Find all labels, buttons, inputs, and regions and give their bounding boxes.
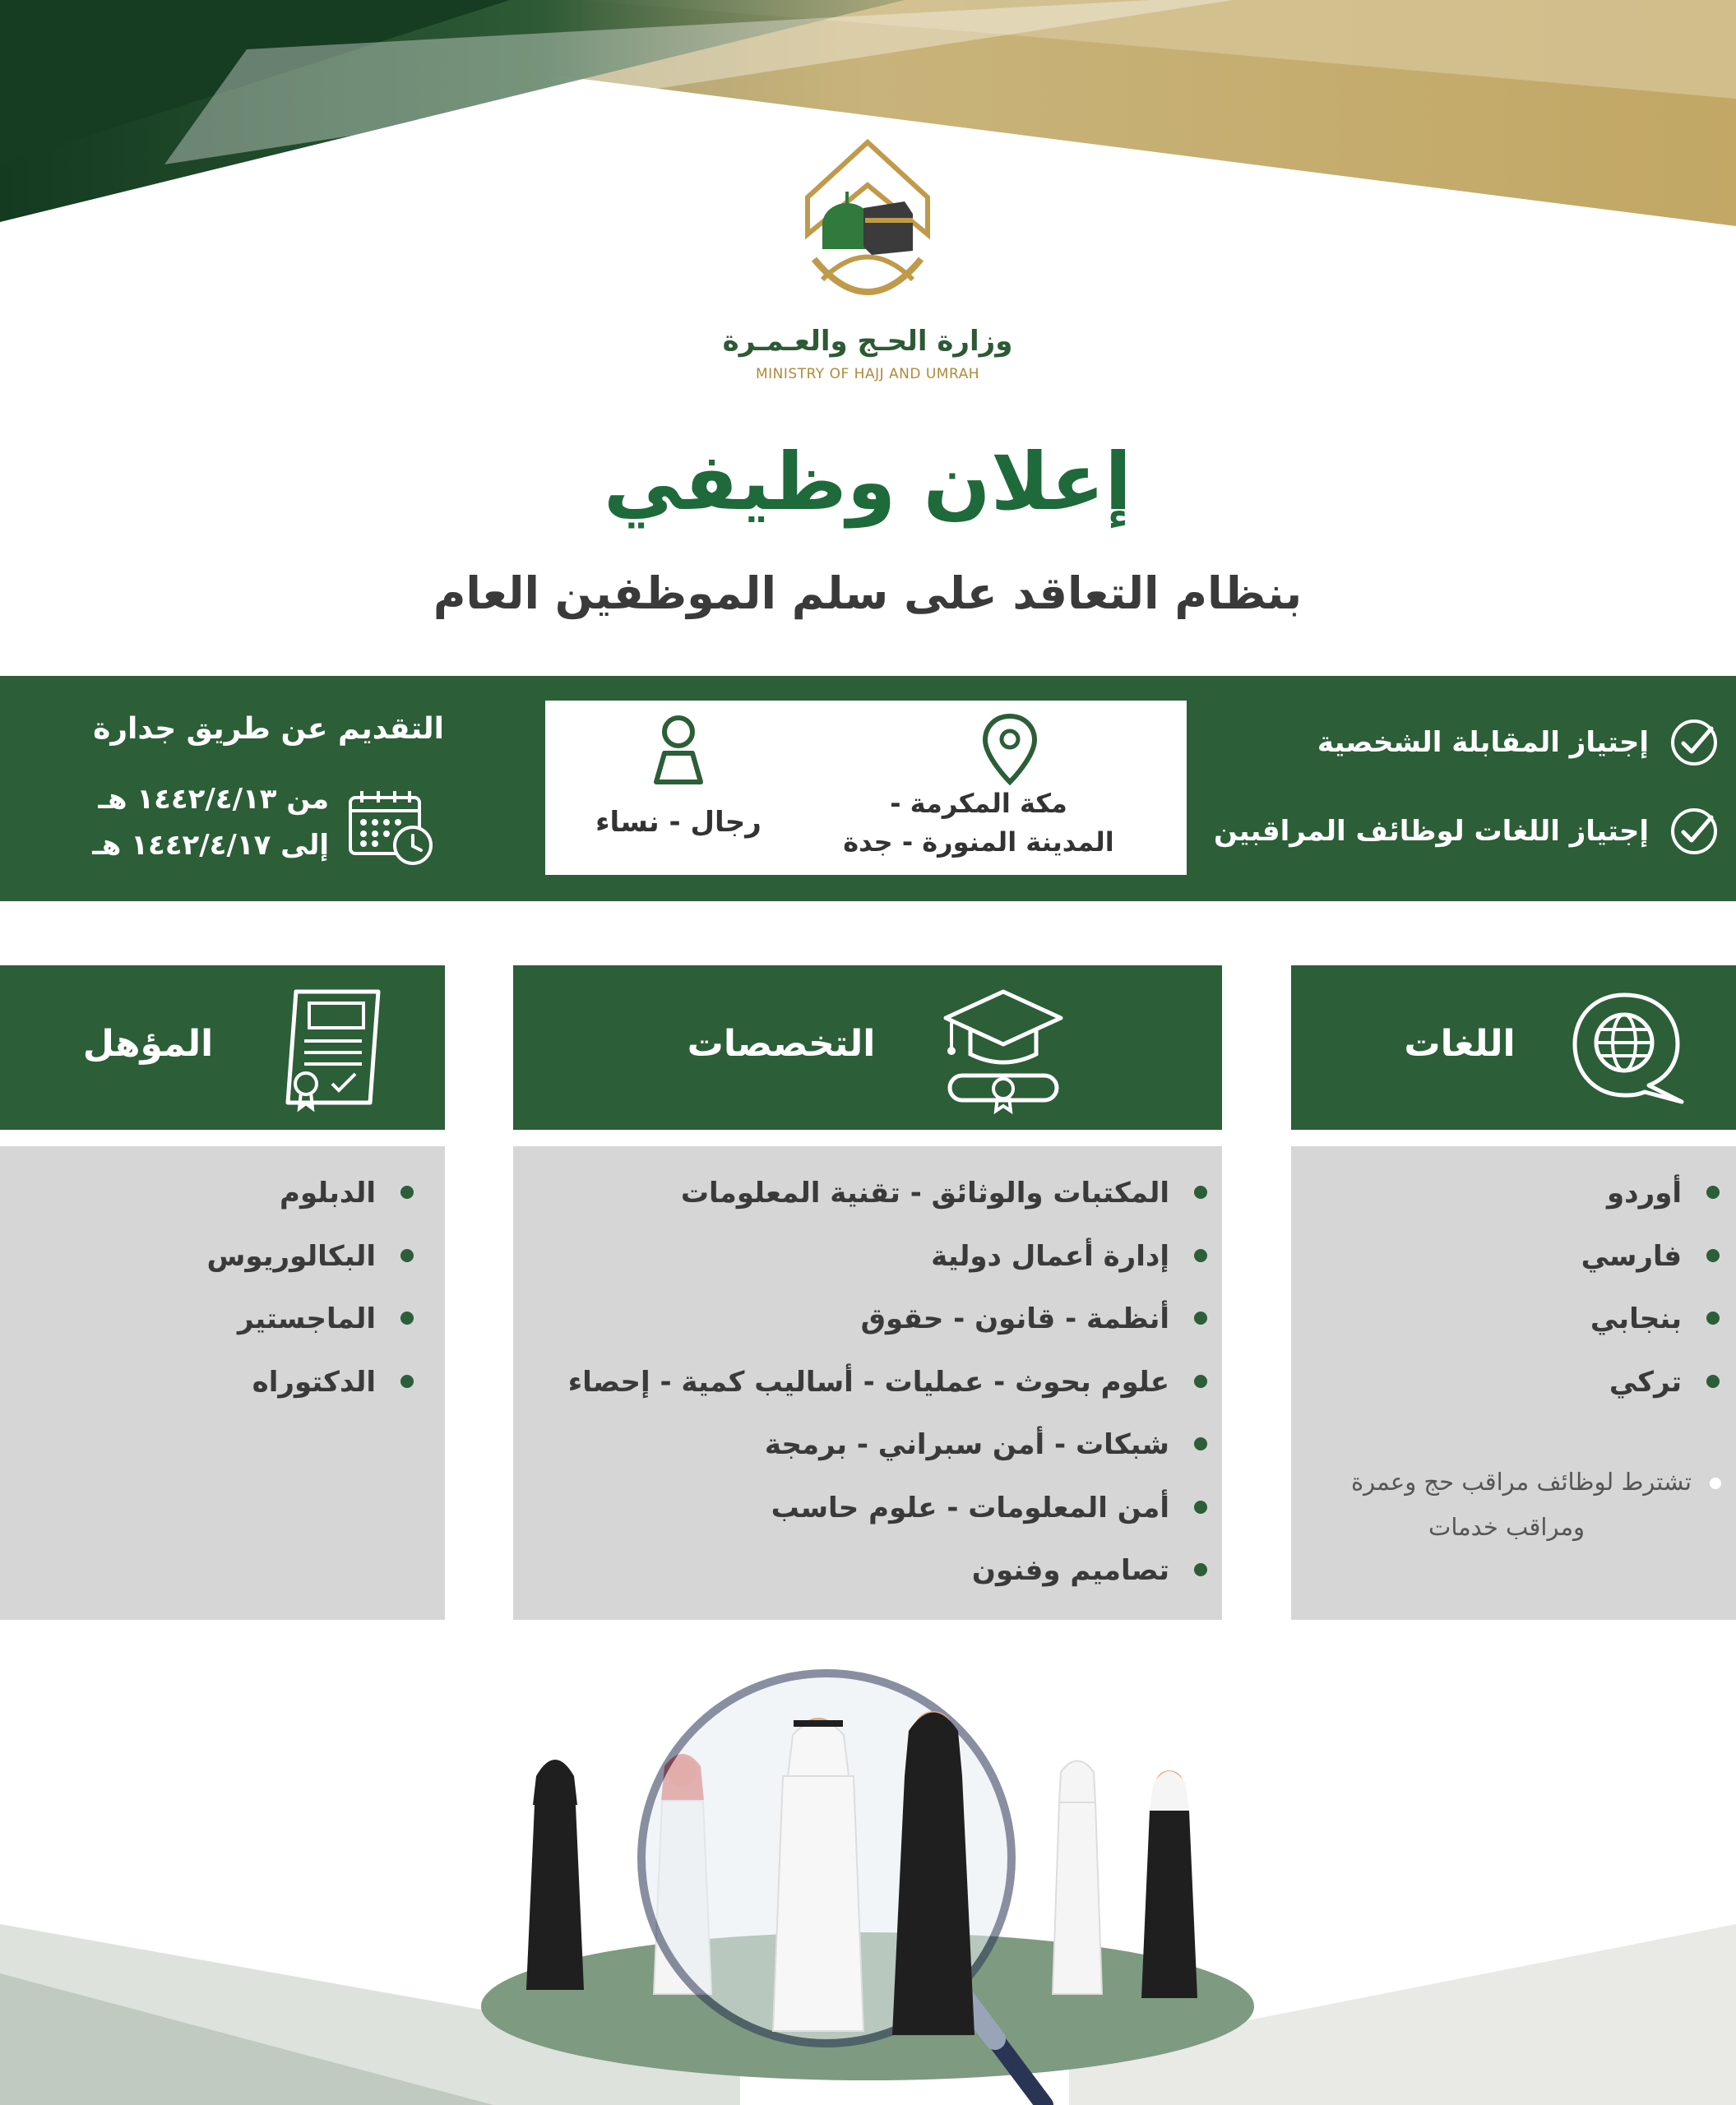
bullet-icon: [1706, 1249, 1720, 1262]
bullet-icon: [1194, 1186, 1207, 1199]
location-line-1: مكة المكرمة -: [890, 788, 1067, 819]
list-item: تركي: [1297, 1362, 1724, 1425]
location-pin-icon: [981, 712, 1039, 786]
bullet-icon: [1194, 1437, 1207, 1450]
languages-list: [1297, 1173, 1724, 1424]
specializations-list: [530, 1173, 1212, 1613]
bullet-icon: [1194, 1249, 1207, 1262]
bullet-icon: [1706, 1375, 1720, 1388]
bullet-icon: [1706, 1186, 1720, 1199]
languages-title: اللغات: [1404, 1023, 1516, 1065]
globe-chat-icon: [1567, 987, 1690, 1110]
list-item: الدبلوم: [7, 1173, 419, 1236]
specializations-title: التخصصات: [687, 1023, 876, 1065]
bullet-icon: [400, 1249, 414, 1262]
page-subtitle: بنظام التعاقد على سلم الموظفين العام: [433, 567, 1303, 619]
graduation-cap-icon: [942, 983, 1065, 1115]
list-item: الماجستير: [7, 1298, 419, 1362]
list-item: تصاميم وفنون: [530, 1550, 1212, 1613]
bullet-icon: [1194, 1312, 1207, 1325]
languages-note: تشترط لوظائف مراقب حج وعمرة ومراقب خدمات: [1297, 1460, 1724, 1550]
apply-date-to: إلى ١٤٤٢/٤/١٧ هـ: [92, 829, 329, 862]
bullet-icon: [1194, 1501, 1207, 1514]
apply-date-from: من ١٤٤٢/٤/١٣ هـ: [98, 783, 329, 816]
kaaba-mosque-logo: [789, 136, 946, 325]
bullet-icon: [1194, 1563, 1207, 1576]
certificate-icon: [280, 983, 387, 1115]
bullet-icon: [1710, 1478, 1721, 1489]
magnifier-people-illustration: [477, 1661, 1266, 2105]
person-figure: [526, 1760, 584, 1990]
list-item: أنظمة - قانون - حقوق: [530, 1298, 1212, 1362]
requirement-interview: [1317, 717, 1720, 768]
requirement-languages: [1214, 806, 1720, 857]
list-item: بنجابي: [1297, 1298, 1724, 1362]
bullet-icon: [400, 1312, 414, 1325]
list-item: البكالوريوس: [7, 1236, 419, 1299]
list-item: أمن المعلومات - علوم حاسب: [530, 1487, 1212, 1551]
qualification-list: [7, 1173, 419, 1424]
page-title: إعلان وظيفي: [603, 436, 1132, 528]
list-item: الدكتوراه: [7, 1362, 419, 1425]
list-item: أوردو: [1297, 1173, 1724, 1236]
list-item: شبكات - أمن سبراني - برمجة: [530, 1424, 1212, 1487]
list-item: المكتبات والوثائق - تقنية المعلومات: [530, 1173, 1212, 1236]
calendar-clock-icon: [345, 786, 436, 868]
logo-english-name: MINISTRY OF HAJJ AND UMRAH: [756, 366, 979, 382]
requirement-text: إجتياز المقابلة الشخصية: [1317, 726, 1649, 759]
location-line-2: المدينة المنورة - جدة: [843, 826, 1114, 858]
qualification-title: المؤهل: [82, 1023, 214, 1065]
list-item: إدارة أعمال دولية: [530, 1236, 1212, 1299]
check-circle-icon: [1669, 806, 1720, 857]
bullet-icon: [400, 1375, 414, 1388]
check-circle-icon: [1669, 717, 1720, 768]
list-item: علوم بحوث - عمليات - أساليب كمية - إحصاء: [530, 1362, 1212, 1425]
list-item: فارسي: [1297, 1236, 1724, 1299]
apply-title: التقديم عن طريق جدارة: [93, 712, 444, 746]
person-figure: [1141, 1770, 1197, 1998]
requirement-text: إجتياز اللغات لوظائف المراقبين: [1214, 815, 1649, 848]
logo-arabic-name: وزارة الحـج والعـمـرة: [722, 325, 1013, 358]
person-figure: [1053, 1761, 1102, 1995]
bullet-icon: [1706, 1312, 1720, 1325]
gender-text: رجال - نساء: [595, 806, 762, 839]
person-icon: [650, 712, 707, 786]
bullet-icon: [400, 1186, 414, 1199]
bullet-icon: [1194, 1375, 1207, 1388]
